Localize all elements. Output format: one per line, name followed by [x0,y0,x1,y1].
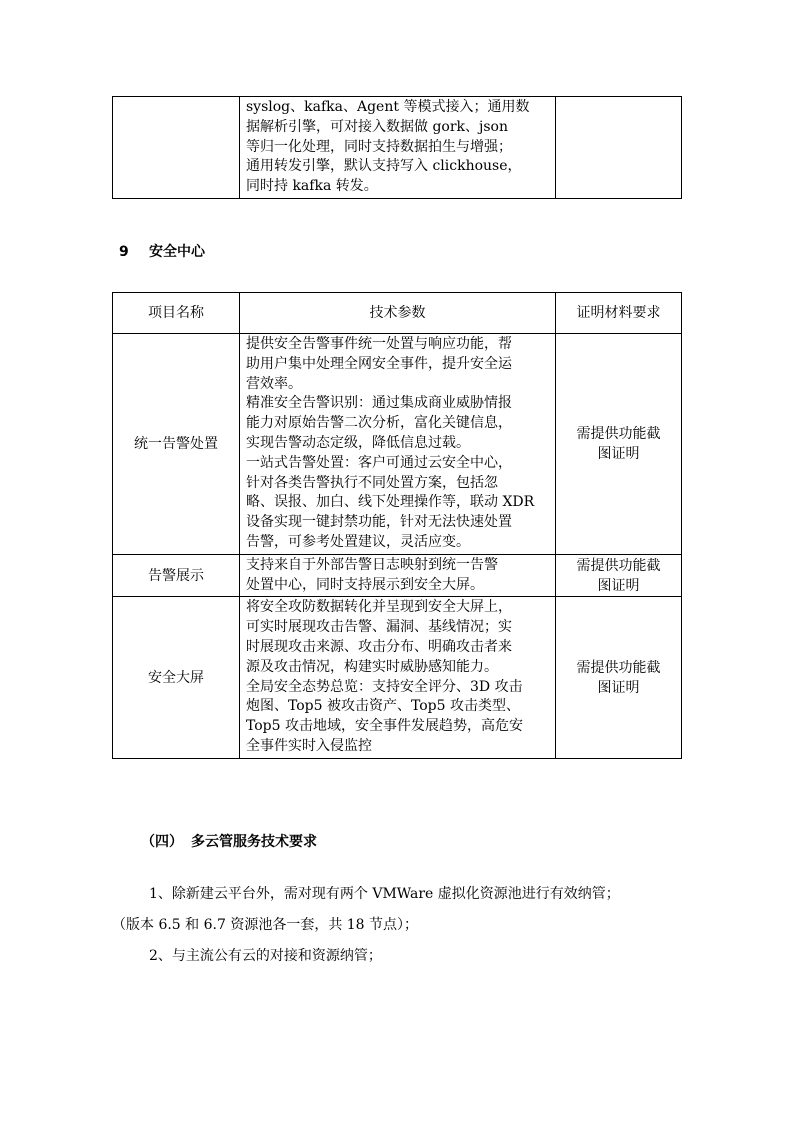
proof-cell [556,97,682,199]
tech-line: 全事件实时入侵监控 [246,737,372,754]
tech-line: 可实时展现攻击告警、漏洞、基线情况；实 [246,619,512,636]
tech-line: 一站式告警处置：客户可通过云安全中心， [246,454,512,471]
section-heading [119,241,205,261]
header-item-name: 项目名称 [113,293,240,334]
tech-line: 能力对原始告警二次分析，富化关键信息， [246,415,512,432]
tech-line: 炮图、Top5 被攻击资产、Top5 攻击类型、 [246,698,520,715]
subsection-index: （四） [141,834,183,850]
proof-line: 图证明 [597,577,640,594]
tech-line: 告警，可参考处置建议，灵活应变。 [246,533,470,550]
subsection-heading [141,831,317,851]
header-proof-requirements: 证明材料要求 [556,293,682,334]
tech-line: 据解析引擎，可对接入数据做 gork、json [246,118,508,135]
tech-line: 同时持 kafka 转发。 [246,178,378,195]
tech-line: 助用户集中处理全网安全事件，提升安全运 [246,355,512,372]
header-tech-params: 技术参数 [240,293,556,334]
tech-line: 源及攻击情况，构建实时威胁感知能力。 [246,658,498,675]
proof-line: 需提供功能截 [576,425,661,442]
proof-line: 图证明 [597,679,640,696]
proof-cell [556,334,682,555]
item-name-cell: 安全大屏 [113,597,240,758]
name-cell [113,97,240,199]
item-name-cell: 告警展示 [113,554,240,597]
table-row [113,334,682,555]
tech-line: syslog、kafka、Agent 等模式接入；通用数 [246,99,530,115]
tech-line: 时展现攻击来源、攻击分布、明确攻击者来 [246,638,512,655]
tech-line: 针对各类告警执行不同处置方案，包括忽 [246,474,498,491]
tech-line: 支持来自于外部告警日志映射到统一告警 [246,556,498,573]
tech-line: 通用转发引擎，默认支持写入 clickhouse， [246,158,522,175]
subsection-title: 多云管服务技术要求 [191,834,317,850]
tech-line: 等归一化处理，同时支持数据拍生与增强； [246,138,512,155]
tech-line: 实现告警动态定级，降低信息过载。 [246,434,470,451]
tech-line: 精准安全告警识别：通过集成商业威胁情报 [246,395,512,412]
tech-cell [240,334,556,555]
tech-line: 处置中心，同时支持展示到安全大屏。 [246,576,484,593]
proof-cell [556,554,682,597]
section-title: 安全中心 [149,244,205,260]
paragraph-2: 2、与主流公有云的对接和资源纳管； [149,948,382,964]
item-name-cell: 统一告警处置 [113,334,240,555]
table-row [113,597,682,758]
tech-line: 提供安全告警事件统一处置与响应功能，帮 [246,336,512,352]
paragraph-1-line-1: 1、除新建云平台外，需对现有两个 VMWare 虚拟化资源池进行有效纳管； [149,886,620,902]
tech-line: 全局安全态势总览：支持安全评分、3D 攻击 [246,678,523,695]
table-row [113,97,682,199]
continued-table [112,96,682,199]
proof-line: 需提供功能截 [576,557,661,574]
tech-line: Top5 攻击地域，安全事件发展趋势，高危安 [246,718,523,735]
tech-line: 略、误报、加白、线下处理操作等，联动 XDR [246,494,535,511]
security-center-table [112,292,682,759]
table-header-row [113,293,682,334]
paragraph-1-line-2: （版本 6.5 和 6.7 资源池各一套，共 18 节点）； [112,917,419,933]
section-number: 9 [119,244,129,260]
table-row [113,554,682,597]
tech-line: 设备实现一键封禁功能，针对无法快速处置 [246,514,512,531]
proof-line: 需提供功能截 [576,659,661,676]
proof-line: 图证明 [597,445,640,462]
proof-cell [556,597,682,758]
tech-cell [240,97,556,199]
tech-cell [240,597,556,758]
tech-cell [240,554,556,597]
tech-line: 营效率。 [246,375,302,392]
tech-line: 将安全攻防数据转化并呈现到安全大屏上， [246,599,512,616]
